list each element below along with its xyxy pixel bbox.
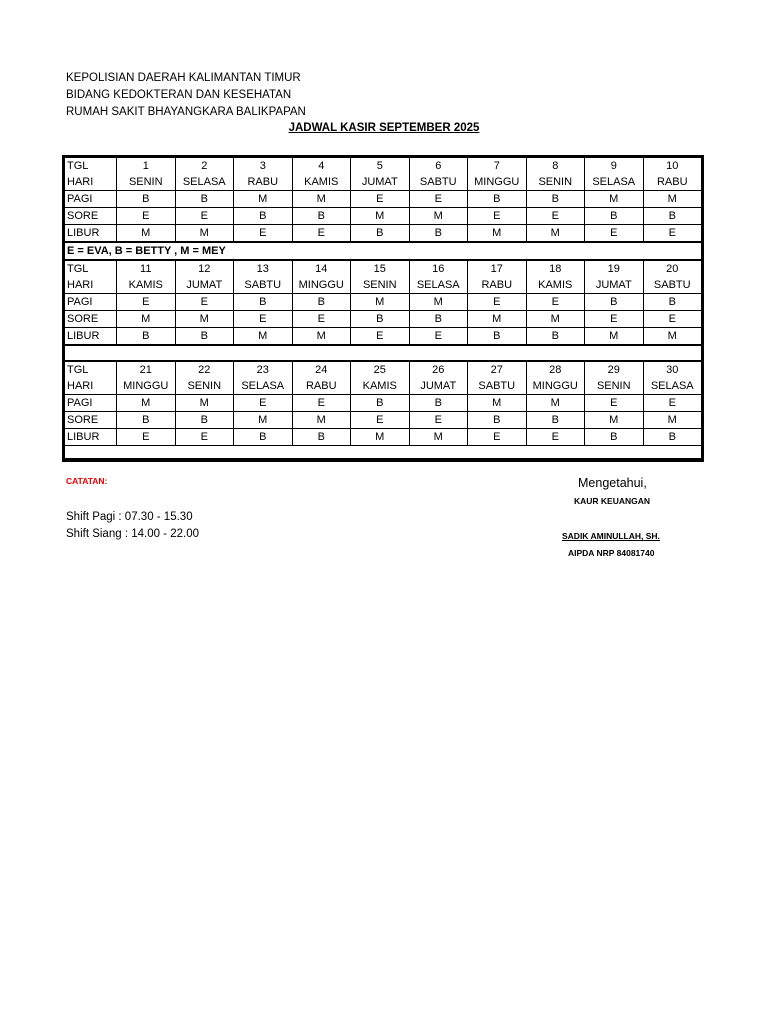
shift-cell: M [117,395,176,412]
shift-cell: B [585,429,644,446]
shift-cell: E [468,208,527,225]
day-number-cell: 25 [351,361,410,378]
day-name-cell: SELASA [643,378,702,395]
sore-label: SORE [65,412,117,429]
pagi-label: PAGI [65,294,117,311]
day-name-cell: SENIN [526,174,585,191]
day-number-cell: 7 [468,158,527,175]
sore-row [65,208,702,225]
shift-cell: M [292,191,351,208]
shift-cell: M [117,225,176,243]
shift-cell: M [468,311,527,328]
shift-pagi-note: Shift Pagi : 07.30 - 15.30 [66,511,193,523]
day-name-cell: SABTU [409,174,468,191]
shift-cell: B [468,412,527,429]
day-number-cell: 17 [468,260,527,277]
signature-mengetahui: Mengetahui, [578,476,647,490]
shift-cell: B [409,311,468,328]
shift-cell: E [292,225,351,243]
letterhead-line-3: RUMAH SAKIT BHAYANGKARA BALIKPAPAN [66,106,306,118]
signature-position: KAUR KEUANGAN [574,496,651,506]
shift-cell: B [526,191,585,208]
day-number-cell: 20 [643,260,702,277]
shift-cell: M [351,208,410,225]
libur-row [65,429,702,446]
pagi-label: PAGI [65,395,117,412]
schedule-table [64,157,702,459]
shift-cell: E [643,311,702,328]
day-number-cell: 13 [234,260,293,277]
shift-cell: M [585,412,644,429]
day-number-cell: 19 [585,260,644,277]
document-title: JADWAL KASIR SEPTEMBER 2025 [288,122,480,134]
day-number-cell: 9 [585,158,644,175]
libur-row [65,328,702,346]
shift-cell: E [468,294,527,311]
shift-cell: B [643,294,702,311]
day-number-cell: 12 [175,260,234,277]
catatan-label: CATATAN: [66,476,108,486]
end-spacer-cell [65,446,702,459]
shift-cell: E [526,429,585,446]
shift-cell: E [468,429,527,446]
day-name-cell: KAMIS [292,174,351,191]
shift-cell: B [468,328,527,346]
shift-cell: B [526,412,585,429]
day-number-cell: 15 [351,260,410,277]
day-name-cell: RABU [234,174,293,191]
day-number-cell: 11 [117,260,176,277]
libur-label: LIBUR [65,225,117,243]
pagi-row [65,294,702,311]
libur-label: LIBUR [65,328,117,346]
date-row [65,361,702,378]
shift-cell: M [526,225,585,243]
shift-cell: B [585,208,644,225]
shift-cell: M [643,412,702,429]
shift-cell: E [526,208,585,225]
day-name-cell: SENIN [175,378,234,395]
day-name-cell: SELASA [234,378,293,395]
shift-cell: M [643,191,702,208]
day-number-cell: 8 [526,158,585,175]
spacer-cell [65,345,702,361]
day-name-cell: MINGGU [468,174,527,191]
day-name-cell: KAMIS [117,277,176,294]
shift-cell: E [643,225,702,243]
shift-cell: B [409,395,468,412]
signature-name: SADIK AMINULLAH, SH. [562,531,660,541]
shift-cell: E [292,311,351,328]
shift-cell: M [526,395,585,412]
shift-cell: E [526,294,585,311]
day-number-cell: 6 [409,158,468,175]
schedule-body [65,158,702,459]
shift-cell: B [409,225,468,243]
day-name-cell: SENIN [117,174,176,191]
sore-label: SORE [65,208,117,225]
hari-label: HARI [65,174,117,191]
shift-cell: E [585,395,644,412]
sore-label: SORE [65,311,117,328]
day-name-cell: MINGGU [526,378,585,395]
shift-cell: B [643,208,702,225]
date-row [65,260,702,277]
pagi-label: PAGI [65,191,117,208]
shift-cell: M [234,328,293,346]
shift-cell: M [117,311,176,328]
day-name-cell: KAMIS [351,378,410,395]
day-name-cell: MINGGU [117,378,176,395]
shift-cell: B [117,328,176,346]
day-number-cell: 29 [585,361,644,378]
shift-cell: B [351,225,410,243]
day-number-cell: 22 [175,361,234,378]
shift-cell: E [643,395,702,412]
day-name-cell: SELASA [175,174,234,191]
pagi-row [65,191,702,208]
end-spacer-row [65,446,702,459]
day-name-row [65,277,702,294]
shift-cell: E [409,412,468,429]
shift-cell: B [175,328,234,346]
shift-cell: E [409,191,468,208]
shift-cell: E [175,294,234,311]
shift-cell: B [175,412,234,429]
schedule-grid [62,155,704,462]
day-name-cell: SELASA [409,277,468,294]
shift-cell: B [292,429,351,446]
letterhead [66,70,306,121]
shift-cell: M [234,191,293,208]
shift-cell: B [292,208,351,225]
day-number-cell: 27 [468,361,527,378]
hari-label: HARI [65,277,117,294]
day-name-cell: JUMAT [351,174,410,191]
shift-cell: E [292,395,351,412]
shift-cell: B [292,294,351,311]
shift-cell: E [409,328,468,346]
shift-cell: M [292,412,351,429]
day-number-cell: 24 [292,361,351,378]
day-name-cell: SELASA [585,174,644,191]
shift-cell: M [468,395,527,412]
day-name-row [65,378,702,395]
shift-cell: M [175,311,234,328]
shift-cell: M [351,429,410,446]
shift-cell: B [234,294,293,311]
day-name-cell: JUMAT [585,277,644,294]
shift-cell: M [175,225,234,243]
letterhead-line-2: BIDANG KEDOKTERAN DAN KESEHATAN [66,89,292,101]
shift-siang-note: Shift Siang : 14.00 - 22.00 [66,528,199,540]
shift-cell: M [409,208,468,225]
shift-cell: E [175,429,234,446]
shift-cell: M [409,294,468,311]
legend-text: E = EVA, B = BETTY , M = MEY [65,242,702,260]
shift-cell: M [292,328,351,346]
day-number-cell: 14 [292,260,351,277]
day-name-cell: RABU [292,378,351,395]
day-number-cell: 16 [409,260,468,277]
shift-cell: E [117,208,176,225]
shift-cell: M [585,328,644,346]
day-number-cell: 21 [117,361,176,378]
shift-cell: B [351,395,410,412]
shift-cell: E [351,412,410,429]
shift-cell: E [234,311,293,328]
shift-cell: B [117,191,176,208]
shift-cell: B [468,191,527,208]
shift-cell: M [468,225,527,243]
shift-notes [66,509,199,543]
day-name-cell: JUMAT [175,277,234,294]
shift-cell: B [585,294,644,311]
shift-cell: E [234,225,293,243]
legend-row [65,242,702,260]
shift-cell: E [175,208,234,225]
date-row [65,158,702,175]
day-name-cell: SENIN [585,378,644,395]
day-name-cell: SABTU [643,277,702,294]
day-number-cell: 23 [234,361,293,378]
sore-row [65,412,702,429]
day-name-row [65,174,702,191]
day-name-cell: SENIN [351,277,410,294]
shift-cell: M [526,311,585,328]
signature-nrp: AIPDA NRP 84081740 [568,548,655,558]
day-number-cell: 30 [643,361,702,378]
shift-cell: E [585,311,644,328]
libur-label: LIBUR [65,429,117,446]
day-name-cell: RABU [468,277,527,294]
day-number-cell: 10 [643,158,702,175]
shift-cell: M [175,395,234,412]
shift-cell: M [409,429,468,446]
shift-cell: B [175,191,234,208]
day-number-cell: 28 [526,361,585,378]
day-name-cell: RABU [643,174,702,191]
tgl-label: TGL [65,361,117,378]
libur-row [65,225,702,243]
shift-cell: E [117,294,176,311]
shift-cell: M [643,328,702,346]
day-name-cell: KAMIS [526,277,585,294]
shift-cell: E [117,429,176,446]
pagi-row [65,395,702,412]
shift-cell: M [585,191,644,208]
day-number-cell: 18 [526,260,585,277]
shift-cell: B [351,311,410,328]
tgl-label: TGL [65,260,117,277]
shift-cell: B [234,429,293,446]
day-name-cell: SABTU [234,277,293,294]
shift-cell: E [351,328,410,346]
day-number-cell: 3 [234,158,293,175]
shift-cell: B [526,328,585,346]
shift-cell: E [585,225,644,243]
letterhead-line-1: KEPOLISIAN DAERAH KALIMANTAN TIMUR [66,72,301,84]
day-number-cell: 5 [351,158,410,175]
shift-cell: M [234,412,293,429]
day-name-cell: MINGGU [292,277,351,294]
shift-cell: B [643,429,702,446]
shift-cell: B [117,412,176,429]
shift-cell: E [234,395,293,412]
tgl-label: TGL [65,158,117,175]
day-number-cell: 1 [117,158,176,175]
shift-cell: E [351,191,410,208]
day-number-cell: 2 [175,158,234,175]
day-name-cell: JUMAT [409,378,468,395]
day-number-cell: 26 [409,361,468,378]
hari-label: HARI [65,378,117,395]
day-number-cell: 4 [292,158,351,175]
day-name-cell: SABTU [468,378,527,395]
spacer-row [65,345,702,361]
sore-row [65,311,702,328]
shift-cell: M [351,294,410,311]
shift-cell: B [234,208,293,225]
